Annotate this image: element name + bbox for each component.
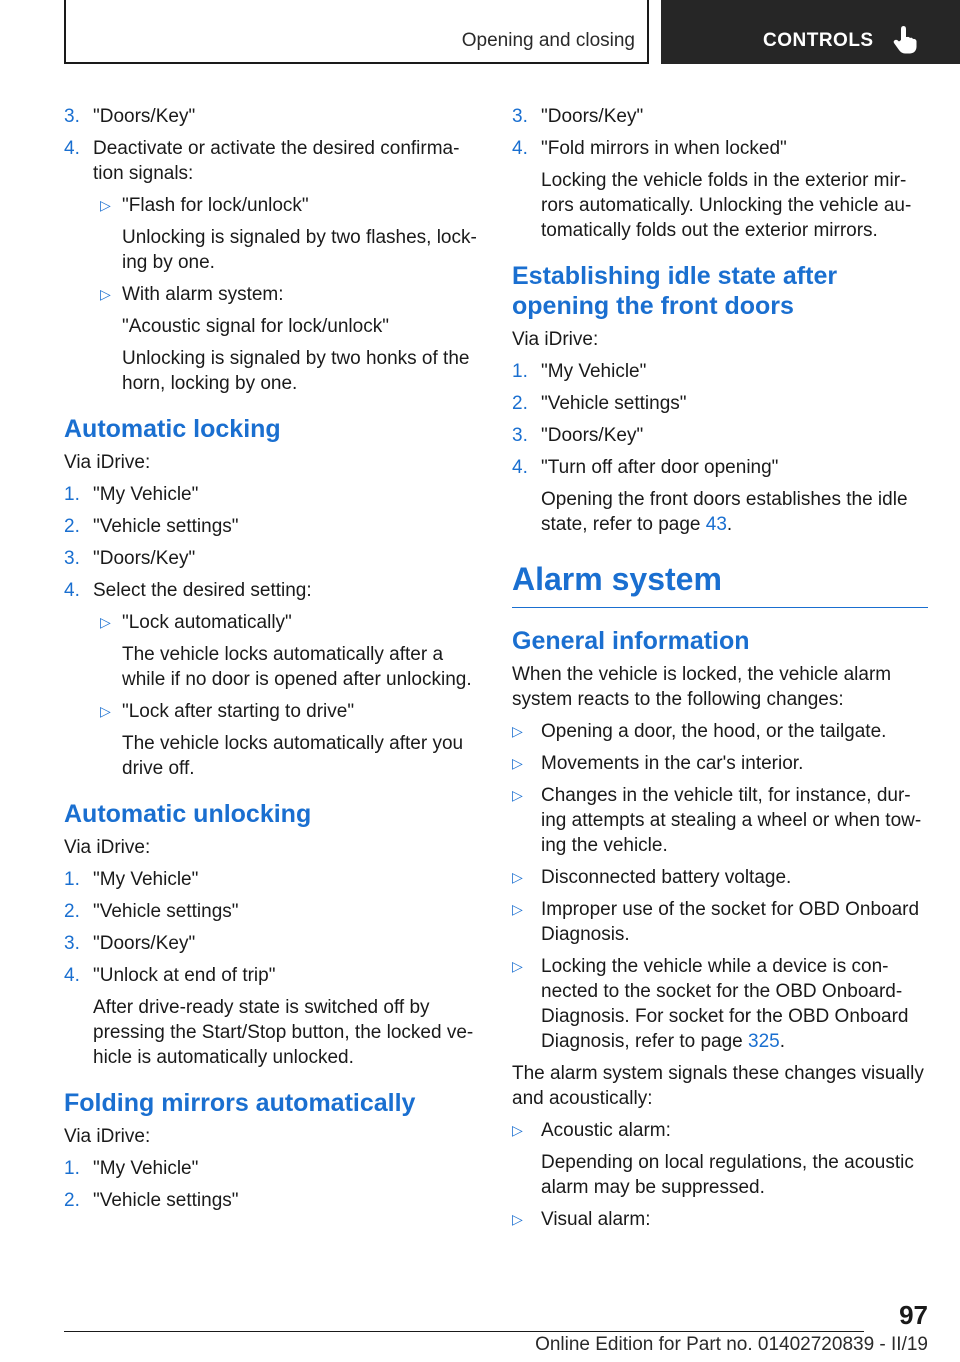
list-item <box>64 136 480 186</box>
bullet-item <box>512 751 928 776</box>
step-text: Select the desired setting: <box>93 580 312 601</box>
triangle-bullet-icon: ▷ <box>100 286 111 302</box>
bullet-text: With alarm system: <box>122 284 284 305</box>
step-text: "My Vehicle" <box>93 869 199 890</box>
bullet-text: Movements in the car's interior. <box>541 753 804 774</box>
step-number: 3. <box>64 106 80 127</box>
step-text: "My Vehicle" <box>93 1158 199 1179</box>
step-number: 4. <box>512 138 528 159</box>
bullet-text: Improper use of the socket for OBD Onboard Diagnosis. <box>541 899 920 945</box>
step-description-text: Opening the front doors establishes the idle state, refer to page <box>541 489 908 535</box>
bullet-item <box>512 1118 928 1143</box>
step-text: "Vehicle settings" <box>541 393 687 414</box>
right-column <box>512 104 928 1239</box>
bullet-item <box>64 193 480 218</box>
list-item <box>64 899 480 924</box>
left-column <box>64 104 480 1220</box>
triangle-bullet-icon: ▷ <box>512 958 523 974</box>
bullet-text: Acoustic alarm: <box>541 1120 671 1141</box>
list-item <box>64 546 480 571</box>
step-text: "Fold mirrors in when locked" <box>541 138 787 159</box>
header-section-box <box>64 0 649 64</box>
header-chapter-box <box>661 0 960 64</box>
general-paragraph: When the vehicle is locked, the vehicle alarm system reacts to the following changes: <box>512 664 892 710</box>
bullet-description: "Acoustic signal for lock/unlock" <box>122 316 389 337</box>
via-idrive-label: Via iDrive: <box>64 452 151 473</box>
step-number: 4. <box>512 457 528 478</box>
step-number: 2. <box>512 393 528 414</box>
triangle-bullet-icon: ▷ <box>100 614 111 630</box>
section-heading-automatic-unlocking: Automatic unlocking <box>64 800 312 828</box>
bullet-item <box>512 1207 928 1232</box>
triangle-bullet-icon: ▷ <box>100 197 111 213</box>
triangle-bullet-icon: ▷ <box>512 1211 523 1227</box>
section-heading-idle-state: Establishing idle state after opening the front doors <box>512 262 838 320</box>
page-number: 97 <box>899 1300 928 1330</box>
step-number: 4. <box>64 138 80 159</box>
step-number: 2. <box>64 1190 80 1211</box>
step-text: "Vehicle settings" <box>93 901 239 922</box>
section-heading-general-information: General information <box>512 627 750 655</box>
step-number: 3. <box>64 933 80 954</box>
list-item <box>64 1156 480 1181</box>
triangle-bullet-icon: ▷ <box>512 1122 523 1138</box>
bullet-item <box>64 610 480 635</box>
step-text: "Doors/Key" <box>93 106 196 127</box>
bullet-text: "Lock after starting to drive" <box>122 701 355 722</box>
list-item <box>512 455 928 480</box>
step-number: 3. <box>64 548 80 569</box>
page-reference-link[interactable]: 325 <box>748 1031 780 1052</box>
bullet-description: The vehicle locks automatically after a while if no door is opened after unlocking. <box>122 644 472 690</box>
triangle-bullet-icon: ▷ <box>512 755 523 771</box>
step-description-end: . <box>726 514 733 535</box>
step-text: "Doors/Key" <box>93 548 196 569</box>
bullet-text: Opening a door, the hood, or the tailgate. <box>541 721 887 742</box>
header-chapter-title: CONTROLS <box>763 30 874 51</box>
step-number: 4. <box>64 580 80 601</box>
step-text: Deactivate or activate the desired confirma-tion signals: <box>93 138 460 184</box>
triangle-bullet-icon: ▷ <box>512 723 523 739</box>
step-description <box>512 487 928 537</box>
list-item <box>64 578 480 603</box>
triangle-bullet-icon: ▷ <box>512 901 523 917</box>
list-item <box>64 963 480 988</box>
step-text: "Doors/Key" <box>541 425 644 446</box>
step-text: "My Vehicle" <box>541 361 647 382</box>
triangle-bullet-icon: ▷ <box>512 869 523 885</box>
triangle-bullet-icon: ▷ <box>100 703 111 719</box>
step-number: 4. <box>64 965 80 986</box>
via-idrive-label: Via iDrive: <box>64 1126 151 1147</box>
step-number: 3. <box>512 106 528 127</box>
bullet-description: Depending on local regulations, the acoustic alarm may be suppressed. <box>541 1152 914 1198</box>
bullet-text-end: . <box>779 1031 785 1052</box>
bullet-description: Unlocking is signaled by two flashes, lock-ing by one. <box>122 227 477 273</box>
bullet-description: The vehicle locks automatically after you drive off. <box>122 733 464 779</box>
bullet-text: Visual alarm: <box>541 1209 651 1230</box>
bullet-item <box>512 865 928 890</box>
list-item <box>64 1188 480 1213</box>
bullet-item <box>512 954 928 1054</box>
step-text: "My Vehicle" <box>93 484 199 505</box>
bullet-text: Locking the vehicle while a device is con-nected to the socket for the OBD Onboard-Diagnosis. For socket for the OBD Onboard Diagnosis, refer to page <box>541 956 909 1052</box>
section-heading-folding-mirrors: Folding mirrors automatically <box>64 1089 416 1117</box>
chapter-heading-alarm-system: Alarm system <box>512 559 928 608</box>
step-number: 1. <box>64 869 80 890</box>
bullet-text: "Lock automatically" <box>122 612 292 633</box>
section-heading-automatic-locking: Automatic locking <box>64 415 281 443</box>
step-number: 2. <box>64 901 80 922</box>
bullet-text: "Flash for lock/unlock" <box>122 195 309 216</box>
step-text: "Doors/Key" <box>93 933 196 954</box>
step-text: "Doors/Key" <box>541 106 644 127</box>
step-number: 3. <box>512 425 528 446</box>
list-item <box>512 104 928 129</box>
list-item <box>512 423 928 448</box>
step-text: "Turn off after door opening" <box>541 457 779 478</box>
list-item <box>512 136 928 161</box>
list-item <box>64 104 480 129</box>
list-item <box>64 514 480 539</box>
step-text: "Unlock at end of trip" <box>93 965 276 986</box>
step-number: 2. <box>64 516 80 537</box>
bullet-item <box>64 282 480 307</box>
header-section-title: Opening and closing <box>461 30 635 51</box>
triangle-bullet-icon: ▷ <box>512 787 523 803</box>
bullet-text: Disconnected battery voltage. <box>541 867 792 888</box>
bullet-item <box>512 897 928 947</box>
step-text: "Vehicle settings" <box>93 516 239 537</box>
list-item <box>512 391 928 416</box>
bullet-description: Unlocking is signaled by two honks of the horn, locking by one. <box>122 348 470 394</box>
bullet-item <box>512 783 928 858</box>
hand-pointer-icon <box>893 26 919 54</box>
step-description: After drive-ready state is switched off by pressing the Start/Stop button, the locked ve-hicle is automatically unlocked. <box>93 997 474 1068</box>
step-description: Locking the vehicle folds in the exterior mir-rors automatically. Unlocking the vehicle au-tomatically folds out the exterior mirrors. <box>541 170 912 241</box>
footer-edition: Online Edition for Part no. 01402720839 - II/19 <box>535 1334 928 1355</box>
list-item <box>64 867 480 892</box>
bullet-item <box>512 719 928 744</box>
page-reference-link[interactable]: 43 <box>705 514 727 535</box>
list-item <box>64 482 480 507</box>
list-item <box>512 359 928 384</box>
signals-paragraph: The alarm system signals these changes visually and acoustically: <box>512 1063 924 1109</box>
step-number: 1. <box>64 484 80 505</box>
bullet-item <box>64 699 480 724</box>
bullet-text: Changes in the vehicle tilt, for instance, dur-ing attempts at stealing a wheel or when tow-ing the vehicle. <box>541 785 922 856</box>
list-item <box>64 931 480 956</box>
footer-divider <box>64 1331 864 1332</box>
step-text: "Vehicle settings" <box>93 1190 239 1211</box>
via-idrive-label: Via iDrive: <box>512 329 599 350</box>
via-idrive-label: Via iDrive: <box>64 837 151 858</box>
step-number: 1. <box>64 1158 80 1179</box>
step-number: 1. <box>512 361 528 382</box>
